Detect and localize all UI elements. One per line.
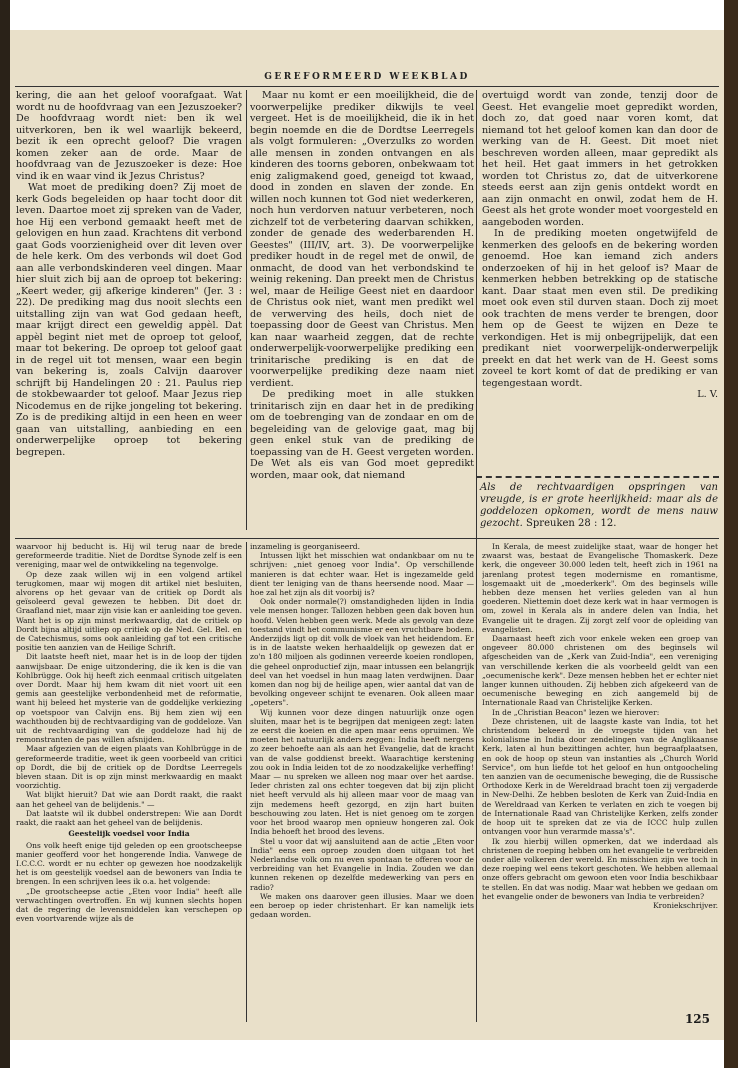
upper-column-3: [482, 90, 718, 532]
paragraph: Ik zou hierbij willen opmerken, dat we inderdaad als christenen de roeping hebben om het evangelie te verbreiden onder alle volkeren der wereld. En misschien zijn we toch in deze roeping wel eens tekort geschoten. We hebben allemaal onze offers gebracht om gewoon eten voor India beschikbaar te stellen. En dat was nodig. Maar wat hebben we gedaan om het evangelie onder de bewoners van India te verbreiden?: [482, 836, 718, 901]
paragraph: Intussen lijkt het misschien wat ondankbaar om nu te schrijven: „niet genoeg voor India". Op verschillende manieren is dat echter waar. Het is ingezamelde geld dient ter leniging van de thans heersende nood. Maar — hoe zal het zijn als dit voorbij is?: [250, 551, 474, 598]
author-signature: Kroniekschrijver.: [653, 900, 718, 910]
paragraph: Wat moet de prediking doen? Zij moet de kerk Gods begeleiden op haar tocht door dit leven. Daartoe moet zij spreken van de Vader, hoe Hij een verbond gemaakt heeft met de gelovigen en hun zaad. Krachtens dit verbond gaat Gods voorzienigheid over dit leven over de hele kerk. Om des verbonds wil doet God aan alle verbondskinderen veel dingen. Maar hier sluit zich bij aan de oproep tot bekering: „Keert weder, gij afkerige kinderen" (Jer. 3 : 22). De prediking mag dus nooit slechts een uitstalling zijn van wat God gedaan heeft, maar krijgt direct een geweldig appèl. Dat appèl begint niet met de oproep tot geloof, maar tot bekering. De oproep tot geloof gaat in de regel uit tot mensen, waar een begin van bekering is, zoals Calvijn daarover schrijft bij Handelingen 20 : 21. Paulus riep de stokbewaarder tot geloof. Maar Jezus riep Nicodemus en de rijke jongeling tot bekering. Zo is de prediking altijd in een heen en weer gaan van uitstalling, aanbieding en een onderwerpelijke oproep tot bekering begrepen.: [16, 182, 242, 458]
paragraph: We maken ons daarover geen illusies. Maar we doen een beroep op ieder christenhart. Er kan namelijk iets gedaan worden.: [250, 891, 474, 920]
paragraph: In Kerala, de meest zuidelijke staat, waar de honger het zwaarst was, bestaat de Evangelische Thomaskerk. Deze kerk, die ongeveer 30.000 leden telt, heeft zich in 1961 na jarenlang protest tegen modernisme en romantisme, losgemaakt uit de „moederkerk". Om des beginsels wille hebben deze mensen het verlies geleden van al hun goederen. Niettemin doet deze kerk wat in haar vermogen is om, zowel in Kerala als in andere delen van India, het Evangelie uit te dragen. Zij zorgt zelf voor de opleiding van evangelisten.: [482, 542, 718, 634]
section-rule: [15, 538, 719, 539]
paragraph: kering, die aan het geloof voorafgaat. Wat wordt nu de hoofdvraag van een Jezuszoeker? De hoofdvraag wordt niet: ben ik wel uitverkoren, ben ik wel waarlijk bekeerd, bezit ik een oprecht geloof? Die vragen komen zeker aan de orde. Maar de hoofdvraag van de Jezuszoeker is deze: Hoe vind ik en waar vind ik Jezus Christus?: [16, 90, 242, 182]
paragraph: Deze christenen, uit de laagste kaste van India, tot het christendom bekeerd in de vroegste tijden van het kolonialisme in India door zendelingen van de Anglikaanse Kerk, laten al hun bezittingen achter, hun begraafplaatsen, en ook de hoop op steun van instanties als „Church World Service", om hun liefde tot het geloof en hun ontgoocheling ten aanzien van de oecumenische beweging, die de Russische Orthodoxe Kerk in de Wereldraad bracht toen zij vergaderde in New-Delhi. Ze hebben besloten de Kerk van Zuid-India en de Wereldraad van Kerken te verlaten en zich te voegen bij de Internationale Raad van Christelijke Kerken, zelfs zonder de hoop uit te spreken dat ze via de ICCC hulp zullen ontvangen voor hun verarmde massa's".: [482, 716, 718, 837]
paragraph: Wat blijkt hieruit? Dat wie aan Dordt raakt, die raakt aan het geheel van de belijdenis." —: [16, 790, 242, 809]
paragraph: Dat laatste wil ik dubbel onderstrepen: Wie aan Dordt raakt, die raakt aan het geheel van de belijdenis.: [16, 808, 242, 828]
paragraph: waarvoor hij beducht is. Hij wil terug naar de brede gereformeerde traditie. Niet de Dordtse Synode zelf is een vereniging, maar wel de ontwikkeling na tegenvolge.: [16, 542, 242, 570]
lower-column-2: [250, 542, 474, 1026]
lower-column-1: [16, 542, 242, 1026]
upper-column-2: [250, 90, 474, 530]
header-rule: [15, 86, 719, 87]
bible-quote: [480, 482, 718, 530]
paragraph: Dit laatste heeft niet, maar het is in de loop der tijden aanwijsbaar. De enige uitzondering, die ik ken is die van Kohlbrügge. Ook hij heeft zich eenmaal critisch uitgelaten over Dordt. Maar hij hem kwam dit niet voort uit een gemis aan geestelijke verbondenheid met de reformatie, want hij beleed het mysterie van de goddelijke verkiezing op voetspoor van Calvijn ens. Bij hem zien wij een wachthouden bij de rechtvaardiging van de goddeloze. Van uit de rechtvaardiging van de goddeloze had hij de remonstranten de pas willen afsnijden.: [16, 652, 242, 745]
section-subheading: Geestelijk voedsel voor India: [68, 829, 190, 839]
paragraph: In de „Christian Beacon" lezen we hierover:: [492, 707, 660, 717]
author-signature: L. V.: [697, 389, 718, 400]
quote-text: Als de rechtvaardigen opspringen van vreugde, is er grote heerlijkheid: maar als de goddelozen opkomen, wordt de mens nauw gezocht.: [480, 482, 718, 529]
magazine-page: [10, 30, 724, 1040]
lower-column-3: [482, 542, 718, 1020]
paragraph: Stel u voor dat wij aansluitend aan de actie „Eten voor India" eens een oproep zouden doen uitgaan tot het Nederlandse volk om nu even spontaan te offeren voor de verbreiding van het Evangelie in India. Zouden we dan kunnen rekenen op dezelfde medewerking van pers en radio?: [250, 836, 474, 892]
column-divider: [246, 90, 247, 530]
upper-column-1: [16, 90, 242, 530]
column-divider: [476, 542, 477, 1022]
scan-border-left: [0, 0, 10, 1068]
paragraph: Ons volk heeft enige tijd geleden op een grootscheepse manier geofferd voor het hongerende India. Vanwege de I.C.C.C. wordt er nu echter op gewezen hoe noodzakelijk het is om geestelijk voedsel aan de bewoners van India te brengen. In een schrijven lees ik o.a. het volgende:: [16, 840, 242, 887]
paragraph: Maar afgezien van de eigen plaats van Kohlbrügge in de gereformeerde traditie, weet ik geen voorbeeld van critici op Dordt, die bij de critiek op de Dordtse Leerregels bleven staan. Dit is op zijn minst merkwaardig en maakt voorzichtig.: [16, 744, 242, 791]
quote-reference: Spreuken 28 : 12.: [526, 518, 617, 529]
paragraph: Wij kunnen voor deze dingen natuurlijk onze ogen sluiten, maar het is te begrijpen dat menigeen zegt: laten ze eerst die koeien en die apen maar eens opruimen. We moeten het natuurlijk anders zeggen: India heeft nergens zo zeer behoefte aan als aan het Evangelie, dat de kracht van de valse goddienst breekt. Waarachtige kerstening zou ook in India leiden tot de zo noodzakelijke verheffing! Maar — nu spreken we alleen nog maar over het aardse. Ieder christen zal ons echter toegeven dat bij zijn plicht niet heeft vervuld als hij alleen maar voor de maag van zijn medemens heeft gezorgd, en zijn hart buiten beschouwing zou laten. Het is niet genoeg om te zorgen voor het brood waarop men opnieuw hongeren zal. Ook India behoeft het brood des levens.: [250, 707, 474, 837]
quote-rule: [476, 476, 719, 478]
page-number: 125: [684, 1012, 710, 1026]
paragraph: In de prediking moeten ongetwijfeld de kenmerken des geloofs en de bekering worden genoemd. Hoe kan iemand zich anders onderzoeken of hij in het geloof is? Maar de kenmerken hebben betrekking op de statische kant. Daar staat men even stil. De prediking moet ook even stil durven staan. Doch zij moet ook trachten de mens verder te brengen, door hem op de Geest te wijzen en Deze te verkondigen. Het is mij onbegrijpelijk, dat een predikant niet voorwerpelijk-onderwerpelijk preekt en dat het werk van de H. Geest soms zoveel te kort komt of dat de prediking er van tegengestaan wordt.: [482, 228, 718, 389]
paragraph: overtuigd wordt van zonde, tenzij door de Geest. Het evangelie moet gepredikt worden, doch zo, dat goed naar voren komt, dat niemand tot het geloof komen kan dan door de werking van de H. Geest. Dit moet niet beschreven worden alleen, maar gepredikt als het heil. Het gaat immers in het getrokken worden tot Christus zo, dat de uitverkorene steeds eerst aan zijn genis ontdekt wordt en aan zijn onmacht en onwil, zodat hem de H. Geest als het grote wonder moet voorgesteld en aangeboden worden.: [482, 90, 718, 228]
paragraph: Op deze zaak willen wij in een volgend artikel terugkomen, maar wij mogen dit artikel niet besluiten, alvorens op het gevaar van de critiek op Dordt als geïsoleerd geval gewezen te hebben. Dit doet dr. Graafland niet, maar zijn visie kan er aanleiding toe geven. Want het is op zijn minst merkwaardig, dat de critiek op Dordt bijna altijd uitliep op critiek op de Ned. Gel. Bel. en de Catechismus, soms ook aanleiding gaf tot een critische positie ten aanzien van de Heilige Schrift.: [16, 569, 242, 653]
paragraph: „De grootscheepse actie „Eten voor India" heeft alle verwachtingen overtroffen. En wij kunnen slechts hopen dat de regering de levensmiddelen kan verschepen op even voortvarende wijze als de: [16, 886, 242, 924]
page-header: GEREFORMEERD WEEKBLAD: [264, 72, 470, 82]
column-divider: [246, 542, 247, 1022]
paragraph: Ook onder normale(?) omstandigheden lijden in India vele mensen honger. Tallozen hebben geen dak boven hun hoofd. Velen hebben geen werk. Mede als gevolg van deze toestand vindt het communisme er een vruchtbare bodem. Anderzijds ligt op dit volk de vloek van het heidendom. Er is in de laatste weken herhaaldelijk op gewezen dat er zo'n 180 miljoen als godinnen vereerde koeien rondlopen, die geheel onproductief zijn, maar intussen een belangrijk deel van het voedsel in hun maag laten verdwijnen. Daar komen dan nog bij de heilige apen, wier aantal dat van de bevolking ongeveer schijnt te evenaren. Ook alleen maar „opeters".: [250, 597, 474, 708]
paragraph: Maar nu komt er een moeilijkheid, die de voorwerpelijke prediker dikwijls te veel vergeet. Het is de moeilijkheid, die ik in het begin noemde en die de Dordtse Leerregels als volgt formuleren: „Overzulks zo worden alle mensen in zonden ontvangen en als kinderen des toorns geboren, onbekwaam tot enig zaligmakend goed, geneigd tot kwaad, dood in zonden en slaven der zonde. En willen noch kunnen tot God niet wederkeren, noch hun verdorven natuur verbeteren, noch zichzelf tot de verbetering daarvan schikken, zonder de genade des wederbarenden H. Geestes" (III/IV, art. 3). De voorwerpelijke prediker houdt in de regel met de onwil, de onmacht, de dood van het verbondskind te weinig rekening. Dan preekt men de Christus wel, maar de Heilige Geest niet en daardoor de Christus ook niet, want men predikt wel de verwerving des heils, doch niet de toepassing door de Geest van Christus. Men kan naar waarheid zeggen, dat de rechte onderwerpelijk-voorwerpelijke prediking een trinitarische prediking is en dat de voorwerpelijke prediking deze naam niet verdient.: [250, 90, 474, 389]
paragraph: Daarnaast heeft zich voor enkele weken een groep van ongeveer 80.000 christenen om des beginsels wil afgescheiden van de „Kerk van Zuid-India", een vereniging van verschillende kerken die als voorbeeld geldt van een „oecumenische kerk". Deze mensen hebben het er echter niet langer kunnen uithouden. Zij hebben zich afgekeerd van de oecumenische beweging en zich aangemeld bij de Internationale Raad van Christelijke Kerken.: [482, 634, 718, 708]
paragraph: inzameling is georganiseerd.: [250, 542, 360, 551]
scan-border-right: [724, 0, 738, 1068]
paragraph: De prediking moet in alle stukken trinitarisch zijn en daar het in de prediking om de toebrenging van de zondaar en om de begeleiding van de gelovige gaat, mag bij geen enkel stuk van de prediking de toepassing van de H. Geest vergeten worden. De Wet als eis van God moet gepredikt worden, maar ook, dat niemand: [250, 389, 474, 481]
